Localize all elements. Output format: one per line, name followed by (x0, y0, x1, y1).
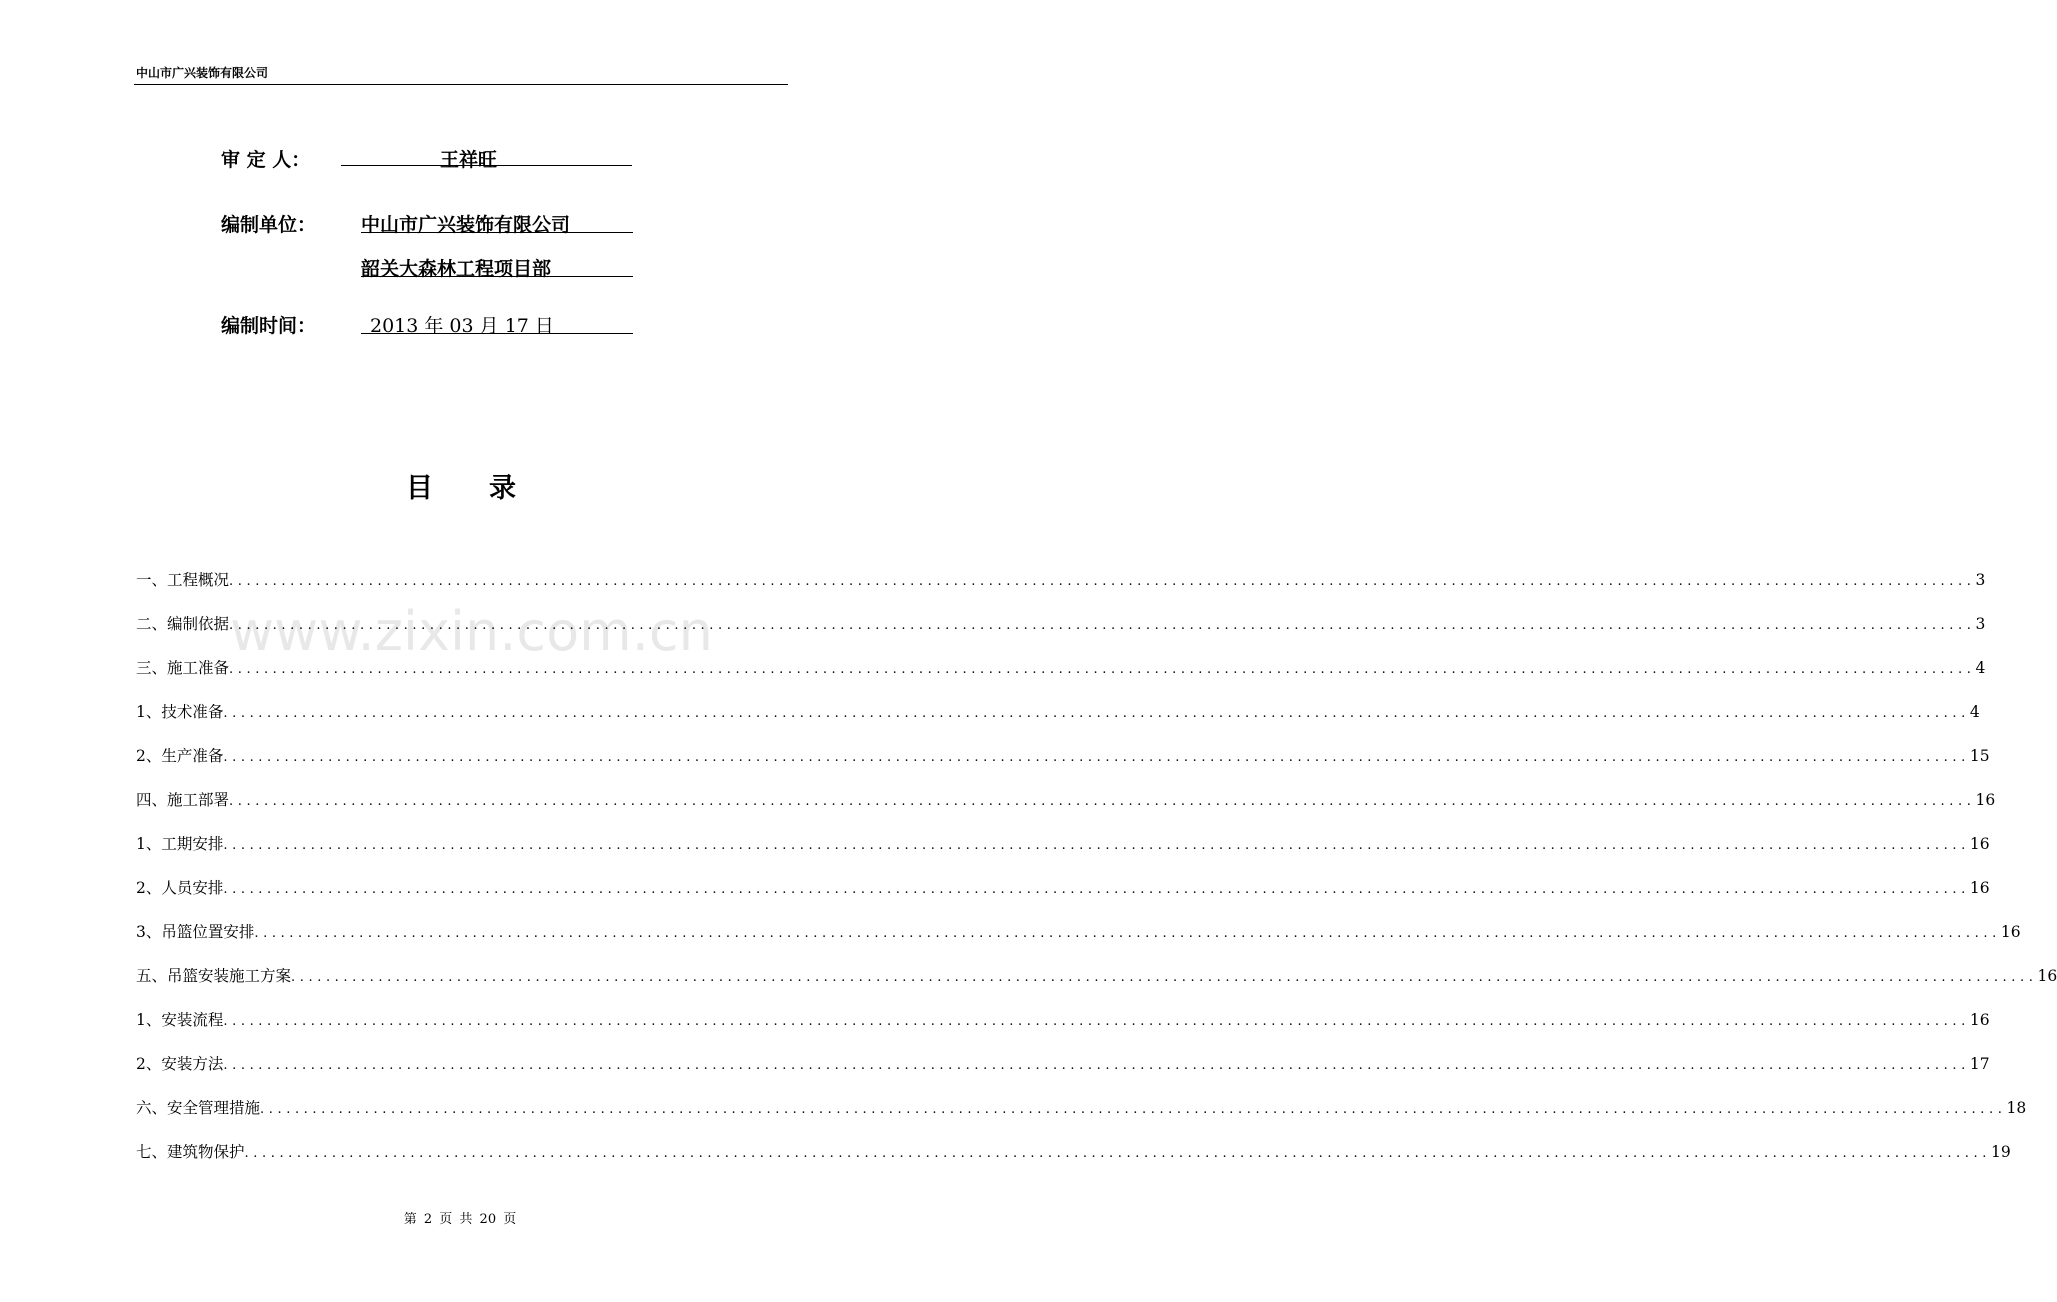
toc-entry-title: 七、建筑物保护 (136, 1143, 245, 1161)
toc-entry-page: 4 (1969, 703, 1980, 721)
toc-entry-title: 一、工程概况 (136, 571, 230, 589)
toc-entry (136, 832, 1990, 854)
toc-entry-title: 二、编制依据 (136, 615, 230, 633)
unit-line2: 韶关大森林工程项目部 (361, 258, 552, 280)
toc-entry-title: 1、工期安排 (136, 835, 224, 853)
header-company: 中山市广兴装饰有限公司 (136, 66, 269, 80)
toc-entry (136, 568, 1986, 590)
unit-line2-underline (361, 276, 633, 277)
toc-entry-page: 3 (1975, 571, 1986, 589)
toc-entry (136, 964, 2057, 986)
toc-entry-title: 2、生产准备 (136, 747, 224, 765)
toc-entry-title: 五、吊篮安装施工方案 (136, 967, 292, 985)
toc-entry (136, 700, 1980, 722)
approver-name: 王祥旺 (440, 149, 498, 171)
toc-entry-page: 16 (1969, 879, 1990, 897)
toc-leader-dots: ........................................................................................................................................................................................................ (223, 1014, 1970, 1029)
toc-entry (136, 612, 1986, 634)
toc-entry-page: 19 (1990, 1143, 2011, 1161)
toc-leader-dots: ........................................................................................................................................................................................................ (229, 574, 1976, 589)
toc-leader-dots: ........................................................................................................................................................................................................ (229, 794, 1976, 809)
toc-leader-dots: ........................................................................................................................................................................................................ (223, 750, 1970, 765)
toc-entry (136, 656, 1986, 678)
unit-line1-underline (361, 232, 633, 233)
unit-line1: 中山市广兴装饰有限公司 (361, 214, 571, 236)
unit-label: 编制单位： (221, 214, 317, 236)
date-value: 2013 年 03 月 17 日 (370, 315, 554, 337)
toc-entry-page: 16 (1969, 835, 1990, 853)
toc-leader-dots: ........................................................................................................................................................................................................ (260, 1102, 2007, 1117)
toc-entry-page: 18 (2006, 1099, 2027, 1117)
toc-entry-title: 2、安装方法 (136, 1055, 224, 1073)
toc-title: 目录 (406, 473, 572, 504)
toc-leader-dots: ........................................................................................................................................................................................................ (291, 970, 2038, 985)
header-rule (134, 84, 788, 85)
toc-entry-title: 1、安装流程 (136, 1011, 224, 1029)
toc-entry (136, 876, 1990, 898)
toc-leader-dots: ........................................................................................................................................................................................................ (223, 1058, 1970, 1073)
toc-entry (136, 1140, 2011, 1162)
watermark: www.zixin.com.cn (230, 600, 713, 663)
approver-underline (341, 165, 632, 166)
toc-entry-page: 15 (1969, 747, 1990, 765)
toc-entry (136, 920, 2021, 942)
toc-leader-dots: ........................................................................................................................................................................................................ (229, 662, 1976, 677)
toc-leader-dots: ........................................................................................................................................................................................................ (229, 618, 1976, 633)
toc-leader-dots: ........................................................................................................................................................................................................ (223, 706, 1970, 721)
toc-entry (136, 744, 1990, 766)
toc-entry-page: 16 (2037, 967, 2057, 985)
toc-entry-page: 4 (1975, 659, 1986, 677)
toc-entry-page: 16 (1969, 1011, 1990, 1029)
toc-leader-dots: ........................................................................................................................................................................................................ (244, 1146, 1991, 1161)
toc-entry-title: 四、施工部署 (136, 791, 230, 809)
toc-entry-title: 六、安全管理措施 (136, 1099, 261, 1117)
toc-entry (136, 1052, 1990, 1074)
toc-leader-dots: ........................................................................................................................................................................................................ (223, 882, 1970, 897)
toc-entry-page: 16 (2000, 923, 2021, 941)
toc-entry-title: 3、吊篮位置安排 (136, 923, 255, 941)
toc-entry (136, 1008, 1990, 1030)
toc-entry (136, 788, 1996, 810)
toc-leader-dots: ........................................................................................................................................................................................................ (254, 926, 2001, 941)
toc-entry-page: 17 (1969, 1055, 1990, 1073)
toc-leader-dots: ........................................................................................................................................................................................................ (223, 838, 1970, 853)
toc-entry-title: 三、施工准备 (136, 659, 230, 677)
toc-entry-page: 3 (1975, 615, 1986, 633)
date-underline (361, 333, 633, 334)
page-footer: 第 2 页 共 20 页 (403, 1212, 517, 1227)
toc-entry-title: 1、技术准备 (136, 703, 224, 721)
date-label: 编制时间： (221, 315, 317, 337)
approver-label: 审 定 人： (221, 149, 311, 171)
toc-entry (136, 1096, 2027, 1118)
toc-entry-title: 2、人员安排 (136, 879, 224, 897)
toc-entry-page: 16 (1975, 791, 1996, 809)
